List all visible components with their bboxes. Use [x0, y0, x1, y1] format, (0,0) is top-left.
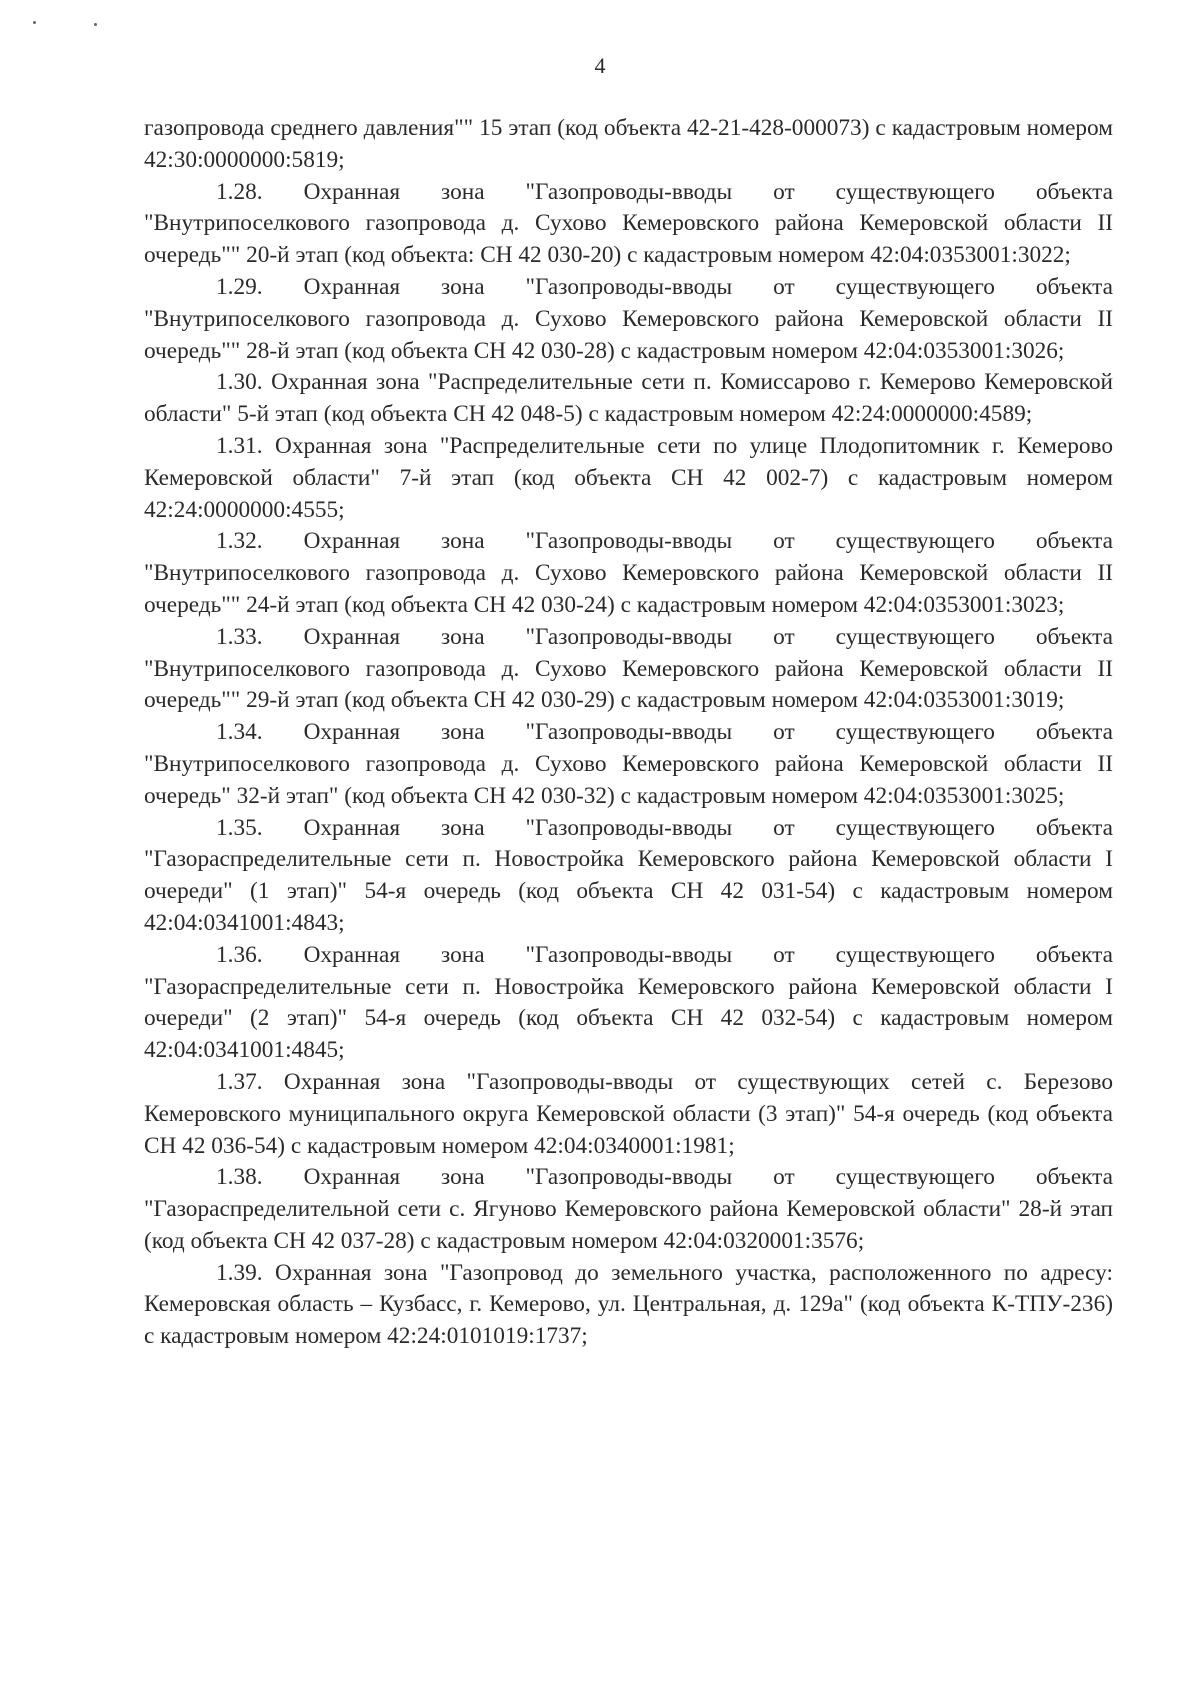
list-item: 1.35. Охранная зона "Газопроводы-вводы от существующего объекта "Газораспределительные сети п. Новостройка Кемеровского района Кемеровской области I очереди" (1 этап)" 54-я очередь (код объекта СН 42 031-54) с кадастровым номером 42:04:0341001:4843;	[144, 814, 1113, 936]
list-item: 1.38. Охранная зона "Газопроводы-вводы от существующего объекта "Газораспределительной сети с. Ягуново Кемеровского района Кемеровской области" 28-й этап (код объекта СН 42 037-28) с кадастровым номером 42:04:0320001:3576;	[144, 1164, 1113, 1254]
page-number: 4	[594, 53, 606, 78]
list-item: 1.32. Охранная зона "Газопроводы-вводы от существующего объекта "Внутрипоселкового газопровода д. Сухово Кемеровского района Кемеровской области II очередь"" 24-й этап (код объекта СН 42 030-24) с кадастровым номером 42:04:0353001:3023;	[144, 528, 1113, 618]
continued-paragraph: газопровода среднего давления"" 15 этап (код объекта 42-21-428-000073) с кадастровым номером 42:30:0000000:5819;	[144, 115, 1113, 173]
list-item: 1.31. Охранная зона "Распределительные сети по улице Плодопитомник г. Кемерово Кемеровской области" 7-й этап (код объекта СН 42 002-7) с кадастровым номером 42:24:0000000:4555;	[144, 432, 1113, 523]
list-item: 1.34. Охранная зона "Газопроводы-вводы от существующего объекта "Внутрипоселкового газопровода д. Сухово Кемеровского района Кемеровской области II очередь" 32-й этап" (код объекта СН 42 030-32) с кадастровым номером 42:04:0353001:3025;	[144, 719, 1113, 809]
list-item: 1.39. Охранная зона "Газопровод до земельного участка, расположенного по адресу: Кемеровская область – Кузбасс, г. Кемерово, ул. Центральная, д. 129а" (код объекта К-ТПУ-236) с кадастровым номером 42:24:0101019:1737;	[144, 1259, 1113, 1350]
scan-speck	[94, 23, 97, 26]
list-item: 1.28. Охранная зона "Газопроводы-вводы от существующего объекта "Внутрипоселкового газопровода д. Сухово Кемеровского района Кемеровской области II очередь"" 20-й этап (код объекта: СН 42 030-20) с кадастровым номером 42:04:0353001:3022;	[144, 178, 1113, 269]
scan-speck	[33, 21, 36, 24]
list-item: 1.36. Охранная зона "Газопроводы-вводы от существующего объекта "Газораспределительные сети п. Новостройка Кемеровского района Кемеровской области I очереди" (2 этап)" 54-я очередь (код объекта СН 42 032-54) с кадастровым номером 42:04:0341001:4845;	[144, 941, 1113, 1064]
list-item: 1.37. Охранная зона "Газопроводы-вводы от существующих сетей с. Березово Кемеровского муниципального округа Кемеровской области (3 этап)" 54-я очередь (код объекта СН 42 036-54) с кадастровым номером 42:04:0340001:1981;	[144, 1068, 1113, 1159]
list-item: 1.33. Охранная зона "Газопроводы-вводы от существующего объекта "Внутрипоселкового газопровода д. Сухово Кемеровского района Кемеровской области II очередь"" 29-й этап (код объекта СН 42 030-29) с кадастровым номером 42:04:0353001:3019;	[144, 623, 1113, 714]
document-body	[144, 113, 1113, 1353]
list-item: 1.30. Охранная зона "Распределительные сети п. Комиссарово г. Кемерово Кемеровской области" 5-й этап (код объекта СН 42 048-5) с кадастровым номером 42:24:0000000:4589;	[144, 369, 1113, 428]
list-item: 1.29. Охранная зона "Газопроводы-вводы от существующего объекта "Внутрипоселкового газопровода д. Сухово Кемеровского района Кемеровской области II очередь"" 28-й этап (код объекта СН 42 030-28) с кадастровым номером 42:04:0353001:3026;	[144, 273, 1113, 364]
